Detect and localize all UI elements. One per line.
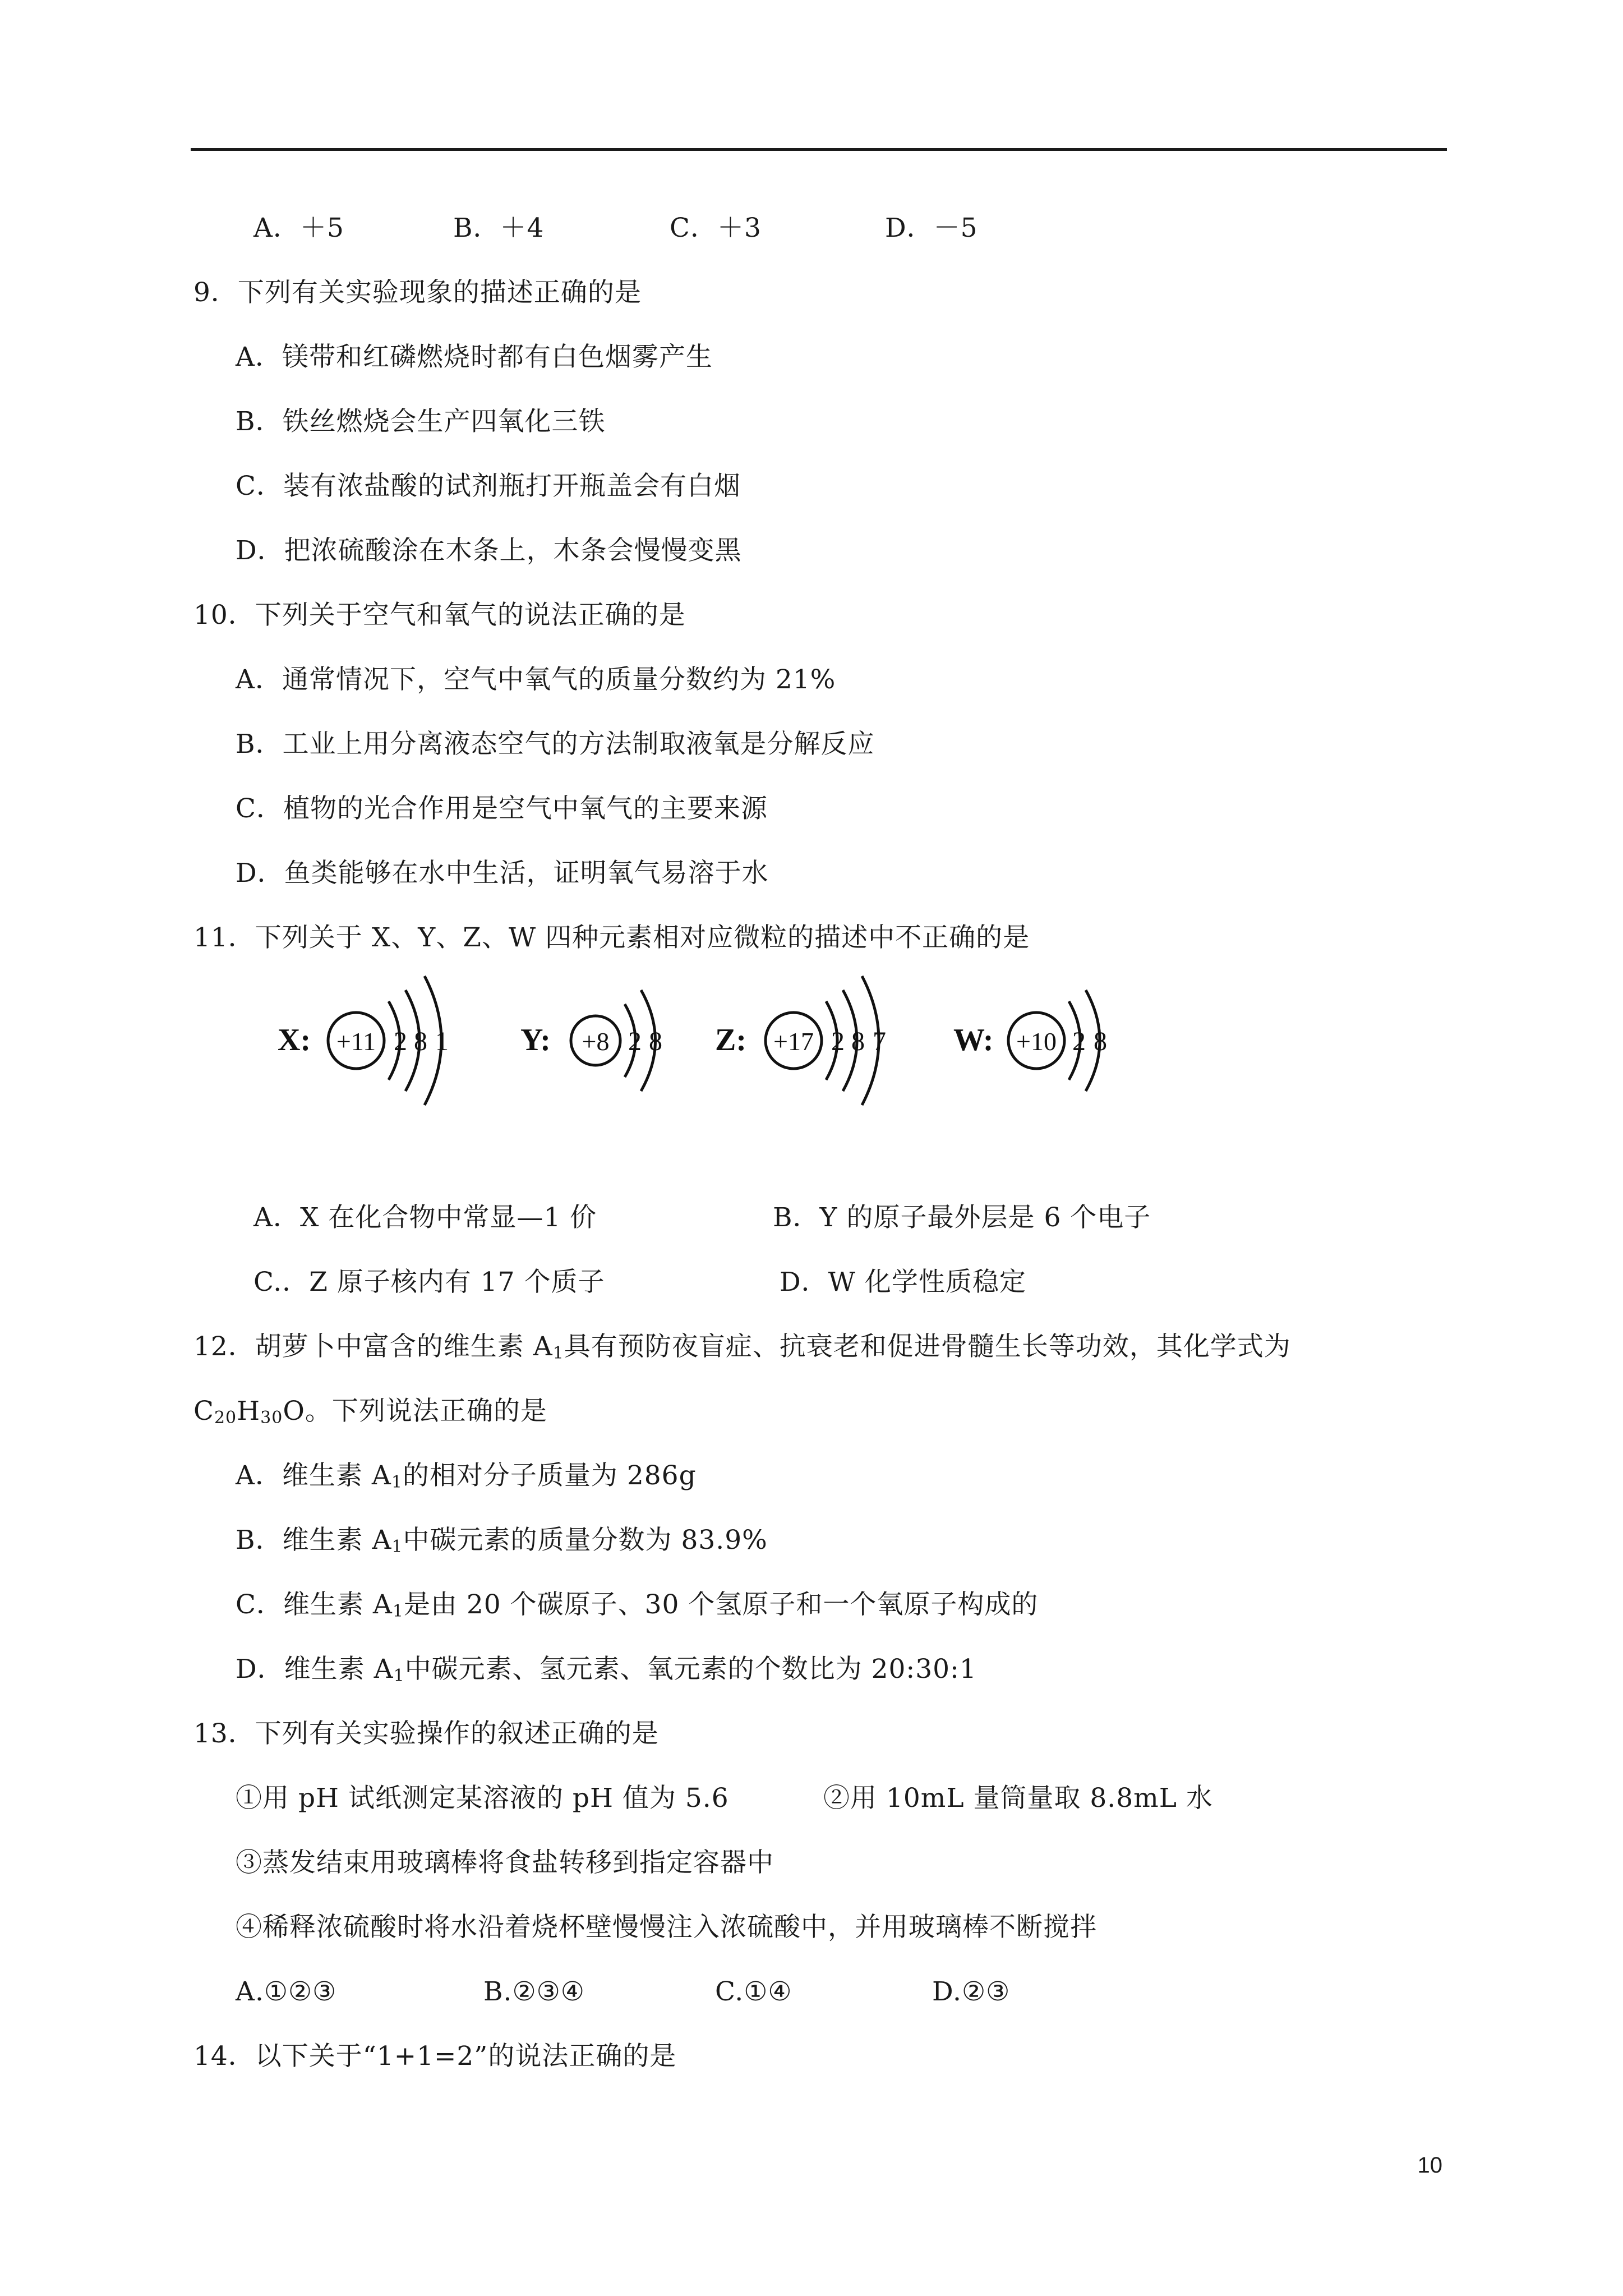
- q11-option-c: C.．Z 原子核内有 17 个质子: [253, 1267, 605, 1297]
- q13-item-2: ②用 10mL 量筒量取 8.8mL 水: [823, 1783, 1213, 1814]
- q8-option-a: A．＋5: [253, 213, 344, 243]
- q8-option-d: D．－5: [885, 213, 978, 243]
- q13-option-c: C.①④: [715, 1976, 792, 2007]
- atom-z-shell-2: 8: [851, 1027, 865, 1056]
- formula-c: C: [193, 1396, 214, 1427]
- q13-option-a: A.①②③: [236, 1976, 337, 2007]
- atom-z-shell-3: 7: [873, 1027, 886, 1056]
- q10-option-b: B．工业上用分离液态空气的方法制取液氧是分解反应: [236, 729, 875, 760]
- atom-x-shell-3: 1: [435, 1027, 449, 1056]
- q8-option-b: B．＋4: [453, 213, 545, 243]
- q10-option-d: D．鱼类能够在水中生活，证明氧气易溶于水: [236, 858, 769, 889]
- atom-diagram-z: [715, 970, 906, 1105]
- atom-x-label: X:: [278, 1023, 311, 1057]
- q9-stem: 9．下列有关实验现象的描述正确的是: [193, 277, 642, 308]
- formula-o: O: [283, 1396, 305, 1427]
- atom-w-shell-1: 2: [1072, 1027, 1086, 1056]
- q9-option-c: C．装有浓盐酸的试剂瓶打开瓶盖会有白烟: [236, 471, 741, 501]
- q12-option-b: B．维生素 $A_1$中碳元素的质量分数为 83.9%: [236, 1525, 768, 1557]
- q9-option-d: D．把浓硫酸涂在木条上，木条会慢慢变黑: [236, 535, 742, 566]
- atom-y-nucleus-charge: +8: [582, 1027, 610, 1056]
- q8-option-c: C．＋3: [670, 213, 762, 243]
- atom-x-shell-1: 2: [394, 1027, 407, 1056]
- q11-option-d: D．W 化学性质稳定: [780, 1267, 1026, 1297]
- atom-diagram-x: [278, 970, 468, 1105]
- atom-z-label: Z:: [715, 1023, 746, 1057]
- q13-option-d: D.②③: [932, 1976, 1011, 2007]
- atom-y-shell-2: 8: [649, 1027, 662, 1056]
- q13-item-4: ④稀释浓硫酸时将水沿着烧杯壁慢慢注入浓硫酸中，并用玻璃棒不断搅拌: [236, 1912, 1097, 1943]
- q12-stem-line1: 12．胡萝卜中富含的维生素 $A_1$具有预防夜盲症、抗衰老和促进骨髓生长等功效，其化学式为: [193, 1331, 1291, 1363]
- q9-option-a: A．镁带和红磷燃烧时都有白色烟雾产生: [236, 342, 713, 372]
- q13-item-3: ③蒸发结束用玻璃棒将食盐转移到指定容器中: [236, 1847, 774, 1878]
- atom-z-nucleus-charge: +17: [773, 1027, 814, 1056]
- header-rule: [191, 148, 1447, 151]
- q12-stem-line2: $C_{20}H_{30}O$。下列说法正确的是: [193, 1396, 547, 1428]
- q12-option-a: A．维生素 $A_1$的相对分子质量为 286g: [236, 1460, 697, 1492]
- q11-option-a: A．X 在化合物中常显—1 价: [253, 1202, 597, 1233]
- atom-z-shell-1: 2: [831, 1027, 845, 1056]
- q10-stem: 10．下列关于空气和氧气的说法正确的是: [193, 600, 686, 631]
- atom-w-label: W:: [953, 1023, 994, 1057]
- atom-diagram-w: [953, 970, 1122, 1105]
- atom-y-label: Y:: [520, 1023, 551, 1057]
- atom-diagram-y: [520, 970, 683, 1105]
- q14-stem: 14．以下关于“1+1=2”的说法正确的是: [193, 2041, 677, 2072]
- q10-option-a: A．通常情况下，空气中氧气的质量分数约为 21%: [236, 664, 836, 695]
- atom-x-nucleus-charge: +11: [336, 1027, 376, 1056]
- page-number: 10: [1417, 2153, 1442, 2178]
- formula-h: H: [237, 1396, 261, 1427]
- atom-x-shell-2: 8: [414, 1027, 427, 1056]
- q13-option-b: B.②③④: [483, 1976, 585, 2007]
- atom-y-shell-1: 2: [628, 1027, 642, 1056]
- q11-stem: 11．下列关于 X、Y、Z、W 四种元素相对应微粒的描述中不正确的是: [193, 922, 1030, 953]
- q12-option-c: C．维生素 $A_1$是由 20 个碳原子、30 个氢原子和一个氧原子构成的: [236, 1589, 1039, 1621]
- q12-option-d: D．维生素 $A_1$中碳元素、氢元素、氧元素的个数比为 20:30:1: [236, 1654, 977, 1686]
- q13-stem: 13．下列有关实验操作的叙述正确的是: [193, 1718, 659, 1749]
- q11-option-b: B．Y 的原子最外层是 6 个电子: [773, 1202, 1151, 1233]
- atom-w-nucleus-charge: +10: [1016, 1027, 1057, 1056]
- q9-option-b: B．铁丝燃烧会生产四氧化三铁: [236, 406, 606, 437]
- q10-option-c: C．植物的光合作用是空气中氧气的主要来源: [236, 793, 768, 824]
- atom-w-shell-2: 8: [1094, 1027, 1107, 1056]
- q13-item-1: ①用 pH 试纸测定某溶液的 pH 值为 5.6: [236, 1783, 729, 1814]
